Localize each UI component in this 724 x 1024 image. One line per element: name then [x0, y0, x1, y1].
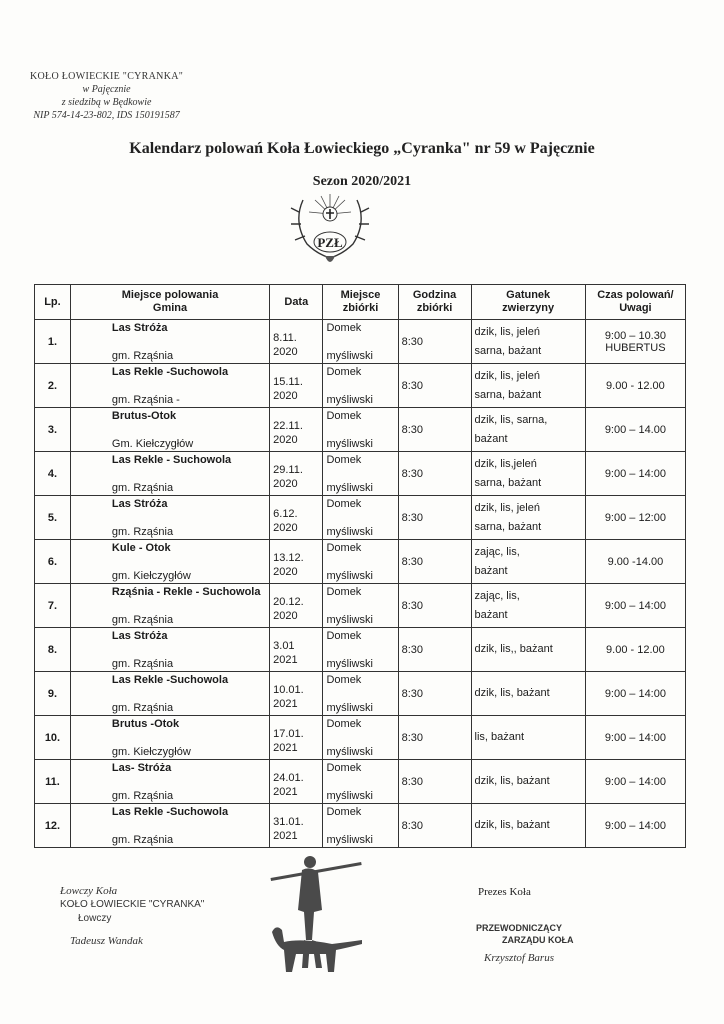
- meeting-hour: 8:30: [398, 452, 471, 496]
- header-game-species: Gatunek zwierzyny: [471, 285, 585, 320]
- hunt-time: 9:00 – 14:00: [585, 760, 685, 804]
- hunt-time: 9:00 – 10.30 HUBERTUS: [585, 320, 685, 364]
- row-number: 3.: [35, 408, 71, 452]
- meeting-place: Domek myśliwski: [323, 496, 398, 540]
- hunt-time: 9.00 -14.00: [585, 540, 685, 584]
- hunt-master-stamp-role: Łowczy: [78, 913, 112, 924]
- meeting-place: Domek myśliwski: [323, 364, 398, 408]
- hunt-date: 6.12. 2020: [270, 496, 323, 540]
- club-stamp: [30, 70, 183, 122]
- row-number: 12.: [35, 804, 71, 848]
- header-lp: Lp.: [35, 285, 71, 320]
- hunt-location: Rząśnia - Rekle - Suchowola gm. Rząśnia: [70, 584, 269, 628]
- page-title: Kalendarz polowań Koła Łowieckiego „Cyranka" nr 59 w Pajęcznie: [129, 140, 595, 157]
- game-species: dzik, lis,, bażant: [471, 628, 585, 672]
- table-row: [35, 804, 686, 848]
- hunt-master-name: Tadeusz Wandak: [70, 935, 143, 947]
- hunt-location: Brutus-Otok Gm. Kiełczygłów: [70, 408, 269, 452]
- meeting-place: Domek myśliwski: [323, 804, 398, 848]
- hunt-location: Las- Stróża gm. Rząśnia: [70, 760, 269, 804]
- hunt-master-stamp-club: KOŁO ŁOWIECKIE "CYRANKA": [60, 899, 205, 910]
- meeting-place: Domek myśliwski: [323, 320, 398, 364]
- president-signature: [476, 922, 574, 964]
- club-town: w Pajęcznie: [82, 84, 131, 95]
- table-row: [35, 760, 686, 804]
- hunt-date: 10.01. 2021: [270, 672, 323, 716]
- row-number: 1.: [35, 320, 71, 364]
- meeting-hour: 8:30: [398, 804, 471, 848]
- header-meeting-hour: Godzina zbiórki: [398, 285, 471, 320]
- hunt-location: Las Stróża gm. Rząśnia: [70, 496, 269, 540]
- meeting-place: Domek myśliwski: [323, 672, 398, 716]
- hunt-time: 9:00 – 14.00: [585, 408, 685, 452]
- hunt-master-title: Łowczy Koła: [60, 885, 118, 897]
- game-species: dzik, lis, bażant: [471, 804, 585, 848]
- game-species: dzik, lis, jeleń sarna, bażant: [471, 496, 585, 540]
- hunt-time: 9.00 - 12.00: [585, 628, 685, 672]
- row-number: 7.: [35, 584, 71, 628]
- meeting-place: Domek myśliwski: [323, 452, 398, 496]
- row-number: 11.: [35, 760, 71, 804]
- game-species: dzik, lis, jeleń sarna, bażant: [471, 320, 585, 364]
- table-row: [35, 584, 686, 628]
- hunt-date: 13.12. 2020: [270, 540, 323, 584]
- meeting-place: Domek myśliwski: [323, 408, 398, 452]
- hunt-master-signature: [60, 884, 204, 948]
- meeting-place: Domek myśliwski: [323, 716, 398, 760]
- hunt-location: Brutus -Otok gm. Kiełczygłów: [70, 716, 269, 760]
- header-date: Data: [270, 285, 323, 320]
- hunt-date: 24.01. 2021: [270, 760, 323, 804]
- game-species: lis, bażant: [471, 716, 585, 760]
- game-species: dzik, lis, bażant: [471, 760, 585, 804]
- game-species: dzik, lis, bażant: [471, 672, 585, 716]
- president-stamp-role: PRZEWODNICZĄCY: [476, 923, 562, 933]
- club-name: KOŁO ŁOWIECKIE "CYRANKA": [30, 71, 184, 82]
- table-row: [35, 496, 686, 540]
- game-species: zając, lis, bażant: [471, 584, 585, 628]
- table-row: [35, 628, 686, 672]
- game-species: dzik, lis, jeleń sarna, bażant: [471, 364, 585, 408]
- hunt-date: 8.11. 2020: [270, 320, 323, 364]
- hunt-time: 9:00 – 14:00: [585, 584, 685, 628]
- table-header-row: [35, 285, 686, 320]
- meeting-hour: 8:30: [398, 408, 471, 452]
- hunt-time: 9:00 – 14:00: [585, 716, 685, 760]
- meeting-hour: 8:30: [398, 364, 471, 408]
- hunting-calendar-table: [34, 284, 686, 848]
- table-row: [35, 540, 686, 584]
- table-row: [35, 364, 686, 408]
- hunt-location: Las Stróża gm. Rząśnia: [70, 320, 269, 364]
- game-species: dzik, lis,jeleń sarna, bażant: [471, 452, 585, 496]
- hunter-with-dog-icon: [262, 850, 372, 980]
- hunt-date: 3.01 2021: [270, 628, 323, 672]
- president-title: Prezes Koła: [478, 886, 531, 898]
- header-hunt-time: Czas polowań/ Uwagi: [585, 285, 685, 320]
- hunt-time: 9:00 – 14:00: [585, 672, 685, 716]
- table-row: [35, 672, 686, 716]
- table-row: [35, 320, 686, 364]
- pzl-logo-text: PZŁ: [317, 235, 343, 250]
- table-row: [35, 716, 686, 760]
- hunt-date: 29.11. 2020: [270, 452, 323, 496]
- hunt-date: 15.11. 2020: [270, 364, 323, 408]
- meeting-place: Domek myśliwski: [323, 584, 398, 628]
- hunt-location: Las Rekle -Suchowola gm. Rząśnia: [70, 804, 269, 848]
- meeting-hour: 8:30: [398, 320, 471, 364]
- hunt-date: 22.11. 2020: [270, 408, 323, 452]
- meeting-hour: 8:30: [398, 496, 471, 540]
- meeting-hour: 8:30: [398, 672, 471, 716]
- meeting-hour: 8:30: [398, 584, 471, 628]
- meeting-hour: 8:30: [398, 760, 471, 804]
- row-number: 10.: [35, 716, 71, 760]
- hunt-time: 9.00 - 12.00: [585, 364, 685, 408]
- game-species: zając, lis, bażant: [471, 540, 585, 584]
- header-place: Miejsce polowania Gmina: [70, 285, 269, 320]
- meeting-place: Domek myśliwski: [323, 540, 398, 584]
- club-ids: NIP 574-14-23-802, IDS 150191587: [33, 110, 180, 121]
- meeting-hour: 8:30: [398, 540, 471, 584]
- pzl-emblem-icon: [285, 192, 375, 272]
- row-number: 2.: [35, 364, 71, 408]
- hunt-location: Las Rekle -Suchowola gm. Rząśnia -: [70, 364, 269, 408]
- meeting-place: Domek myśliwski: [323, 760, 398, 804]
- table-row: [35, 452, 686, 496]
- club-seat: z siedzibą w Będkowie: [61, 97, 152, 108]
- hunt-date: 31.01. 2021: [270, 804, 323, 848]
- meeting-hour: 8:30: [398, 628, 471, 672]
- president-stamp-board: ZARZĄDU KOŁA: [502, 935, 574, 945]
- hunt-date: 20.12. 2020: [270, 584, 323, 628]
- hunt-date: 17.01. 2021: [270, 716, 323, 760]
- hunt-time: 9:00 – 14:00: [585, 452, 685, 496]
- hunt-location: Las Stróża gm. Rząśnia: [70, 628, 269, 672]
- row-number: 8.: [35, 628, 71, 672]
- hunt-location: Kule - Otok gm. Kiełczygłów: [70, 540, 269, 584]
- hunt-location: Las Rekle - Suchowola gm. Rząśnia: [70, 452, 269, 496]
- hunt-time: 9:00 – 14:00: [585, 804, 685, 848]
- row-number: 5.: [35, 496, 71, 540]
- row-number: 6.: [35, 540, 71, 584]
- game-species: dzik, lis, sarna, bażant: [471, 408, 585, 452]
- row-number: 9.: [35, 672, 71, 716]
- row-number: 4.: [35, 452, 71, 496]
- hunt-location: Las Rekle -Suchowola gm. Rząśnia: [70, 672, 269, 716]
- header-meeting-place: Miejsce zbiórki: [323, 285, 398, 320]
- meeting-hour: 8:30: [398, 716, 471, 760]
- president-name: Krzysztof Barus: [484, 952, 554, 964]
- season-subtitle: Sezon 2020/2021: [312, 174, 412, 189]
- table-row: [35, 408, 686, 452]
- hunt-time: 9:00 – 12:00: [585, 496, 685, 540]
- meeting-place: Domek myśliwski: [323, 628, 398, 672]
